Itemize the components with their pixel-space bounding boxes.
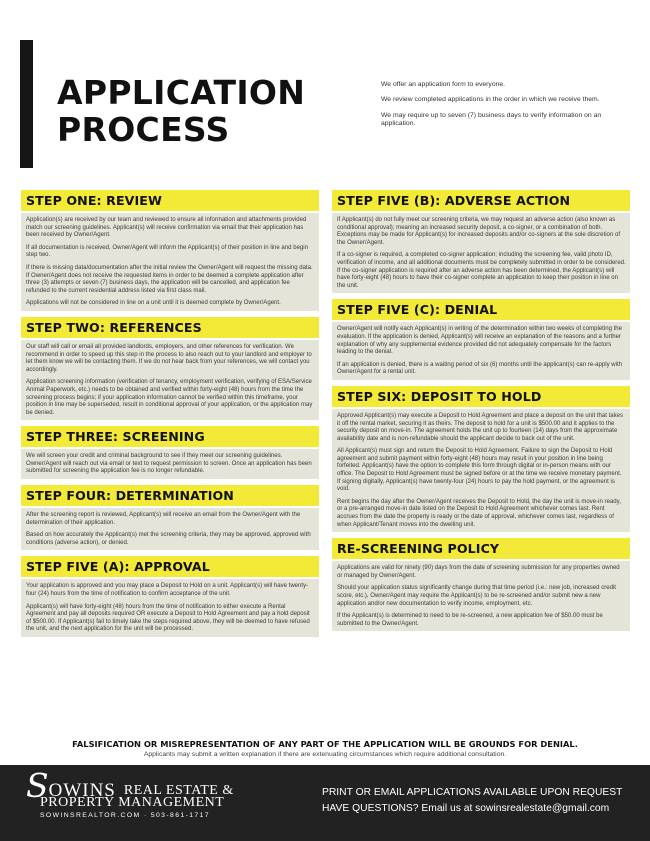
section-step-six-deposit-to-hold: [332, 386, 630, 532]
sowins-logo: [26, 766, 234, 819]
section-paragraph: Rent begins the day after the Owner/Agent receives the Deposit to Hold, the day the unit is move-in ready, or a pre-arranged move-in date listed on the Deposit to Hold Agreement whichever comes last. Rent accrues from the date the property is ready or the date of approval, whichever comes last, regardless of when Applicant/Tenant moves into the dwelling unit.: [337, 498, 621, 528]
intro-paragraph: We review completed applications in the order in which we receive them.: [381, 96, 600, 104]
intro-paragraph: We may require up to seven (7) business days to verify information on an application.: [381, 111, 602, 127]
section-step-five-c-denial: [332, 299, 630, 380]
section-re-screening-policy: [332, 538, 630, 631]
section-step-one-review: [21, 190, 319, 311]
section-heading: STEP SIX: DEPOSIT TO HOLD: [332, 386, 630, 407]
section-step-three-screening: [21, 426, 319, 479]
section-heading: STEP FOUR: DETERMINATION: [21, 485, 319, 506]
section-paragraph: Our staff will call or email all provided landlords, employers, and other references for verification. We recommend in order to speed up this step in the process to also reach out to your landlord and employer to let them know we will be contacting them. If we do not hear back from your references, we will contact you accordingly.: [26, 343, 312, 373]
right-column: [332, 190, 630, 637]
section-step-two-references: [21, 317, 319, 420]
section-heading: STEP FIVE (C): DENIAL: [332, 299, 630, 320]
section-body: [21, 449, 319, 479]
section-heading: STEP ONE: REVIEW: [21, 190, 319, 211]
title-line-1: APPLICATION: [57, 73, 306, 112]
section-body: [332, 213, 630, 293]
logo-initial: S: [26, 766, 49, 805]
section-paragraph: If Applicant(s) do not fully meet our screening criteria, we may request an adverse action (also known as conditional approval); meaning an increased security deposit, a co-signer, or a combination of both. Exceptions may be made for Applicant(s) for increased deposits and/or co-signers at the sole discretion of the Owner/Agent.: [337, 217, 621, 246]
section-paragraph: We will screen your credit and criminal background to see if they meet our screening guidelines. Owner/Agent will reach out via email or text to request permission to screen. Once an application has been submitted for screening the application fee is no longer refundable.: [26, 453, 312, 475]
section-heading: RE-SCREENING POLICY: [332, 538, 630, 559]
section-body: [332, 409, 630, 532]
section-paragraph: Application screening information (verification of tenancy, employment verification, verifying of ESA/Service Animal Paperwork, etc.) needs to be obtained and verified within forty-eight (48) hours from the time the screening process begins; if your application information cannot be verified within this timeframe, your position in line may be superseded, result in conditional approval of your application, or the application may be denied.: [26, 379, 313, 416]
section-body: [21, 213, 319, 311]
section-paragraph: All Applicant(s) must sign and return the Deposit to Hold Agreement. Failure to sign the Deposit to Hold agreement and submit payment within forty-eight (48) hours may result in your position in line being forfeited. Applicant(s) have the option to complete this form through digital or in-person means with our office. The Deposit to Hold Agreement must be signed before or at the time we receive monetary payment. If signing digitally, Applicant(s) have twenty-four (24) hours to pay the hold payment, or the agreement is void.: [337, 448, 622, 493]
section-paragraph: Applicant(s) will have forty-eight (48) hours from the time of notification to either execute a Rental Agreement and pay all deposits required OR execute a Deposit to Hold Agreement and pay a hold deposit of $500.00. If Applicant(s) fail to timely take the steps required above, they will be deemed to have refused the unit, and the next application for the unit will be processed.: [26, 603, 310, 633]
section-paragraph: Based on how accurately the Applicant(s) met the screening criteria, they may be approved, approved with conditions (adverse action), or denied.: [26, 532, 311, 546]
section-body: [21, 508, 319, 550]
footer-band: [0, 765, 650, 841]
falsification-warning: FALSIFICATION OR MISREPRESENTATION OF ANY PART OF THE APPLICATION WILL BE GROUNDS FOR DENIAL.: [72, 739, 578, 749]
section-paragraph: If the Applicant(s) is determined to need to be re-screened, a new application fee of $50.00 must be submitted to the Owner/Agent.: [337, 613, 603, 627]
section-paragraph: Owner/Agent will notify each Applicant(s) in writing of the determination within two weeks of completing the evaluation. If the application is denied, Applicant(s) will receive an explanation of the reasons and a further explanation of why any supplemental evidence provided did not adequately compensate for the factors leading to the denial.: [337, 326, 623, 356]
section-body: [332, 561, 630, 631]
explanation-note: Applicants may submit a written explanation if there are extenuating circumstances which require additional consultation.: [143, 751, 507, 758]
section-body: [21, 579, 319, 637]
section-paragraph: If there is missing data/documentation after the initial review the Owner/Agent will request the missing data. If Owner/Agent does not receive the requested items in order to be deemed a complete application after three (3) attempts or seven (7) business days, the application will be cancelled, and application fee refunded to the current residential address listed via first class mail.: [26, 264, 313, 294]
section-paragraph: If all documentation is received, Owner/Agent will inform the Applicant(s) of their position in line and begin step two.: [26, 244, 309, 259]
section-paragraph: If a co-signer is required, a completed co-signer application; including the screening fee, valid photo ID, verification of income, and all additional documents must be completely submitted in order to be considered. If the co-signer application is required after an adverse action has been determined, the Applicant(s) will have forty-eight (48) hours to have their co-signer complete an application to keep their position in line on the unit.: [337, 252, 626, 289]
intro-text: [381, 81, 631, 135]
section-heading: STEP FIVE (B): ADVERSE ACTION: [332, 190, 630, 211]
section-paragraph: Application(s) are received by our team and reviewed to ensure all information and attachments provided match our screening guidelines. Applicant(s) will receive confirmation via email that their application has been received by Owner/Agent.: [26, 217, 307, 239]
logo-contact: SOWINSREALTOR.COM · 503-861-1717: [40, 812, 210, 819]
logo-word-real-estate: REAL ESTATE &: [123, 783, 234, 798]
section-step-four-determination: [21, 485, 319, 550]
section-paragraph: Applications will not be considered in line on a unit until it is deemed complete by Owner/Agent.: [26, 300, 281, 307]
section-step-five-a-approval: [21, 556, 319, 637]
section-heading: STEP FIVE (A): APPROVAL: [21, 556, 319, 577]
intro-paragraph: We offer an application form to everyone.: [381, 81, 506, 88]
left-column: [21, 190, 319, 643]
section-paragraph: Should your application status significantly change during that time period (i.e.: new job, increased credit score, etc.), Owner/Agent may require the Applicant(s) to be re-screened and/or submit new a new application and/or new documentation to verify income, employment, etc.: [337, 585, 616, 607]
page-title: [57, 74, 305, 148]
section-paragraph: Applications are valid for ninety (90) days from the date of screening submission for any properties owned or managed by Owner/Agent.: [337, 565, 620, 579]
print-email-notice: PRINT OR EMAIL APPLICATIONS AVAILABLE UPON REQUEST: [322, 787, 623, 798]
questions-email: HAVE QUESTIONS? Email us at sowinsrealestate@gmail.com: [322, 803, 610, 814]
section-body: [21, 340, 319, 420]
section-heading: STEP TWO: REFERENCES: [21, 317, 319, 338]
section-heading: STEP THREE: SCREENING: [21, 426, 319, 447]
section-paragraph: Approved Applicant(s) may execute a Deposit to Hold Agreement and place a deposit on the unit that takes it off the rental market, securing it as theirs. The deposit to hold for a unit is $500.00 and it applies to the security deposit on move-in. The agreement holds the unit up to fourteen (14) days from the approximate availability date and is non-refundable should the applicant decide to back out of the unit.: [337, 412, 624, 442]
section-paragraph: If an application is denied, there is a waiting period of six (6) months until the applicant(s) can re-apply with Owner/Agent for a rental unit.: [337, 361, 623, 376]
section-paragraph: After the screening report is reviewed, Applicant(s) will receive an email from the Owner/Agent with the determination of their application.: [26, 512, 301, 526]
footer-contact: [322, 785, 622, 817]
section-paragraph: Your application is approved and you may place a Deposit to Hold on a unit. Applicant(s) will have twenty-four (24) hours from the time of notification to confirm acceptance of the unit.: [26, 583, 309, 598]
section-step-five-b-adverse-action: [332, 190, 630, 293]
logo-property-management: PROPERTY MANAGEMENT: [40, 795, 225, 810]
header-accent-bar: [20, 40, 33, 168]
section-body: [332, 322, 630, 380]
logo-word-owins: OWINS: [48, 780, 116, 801]
title-line-2: PROCESS: [57, 110, 230, 149]
